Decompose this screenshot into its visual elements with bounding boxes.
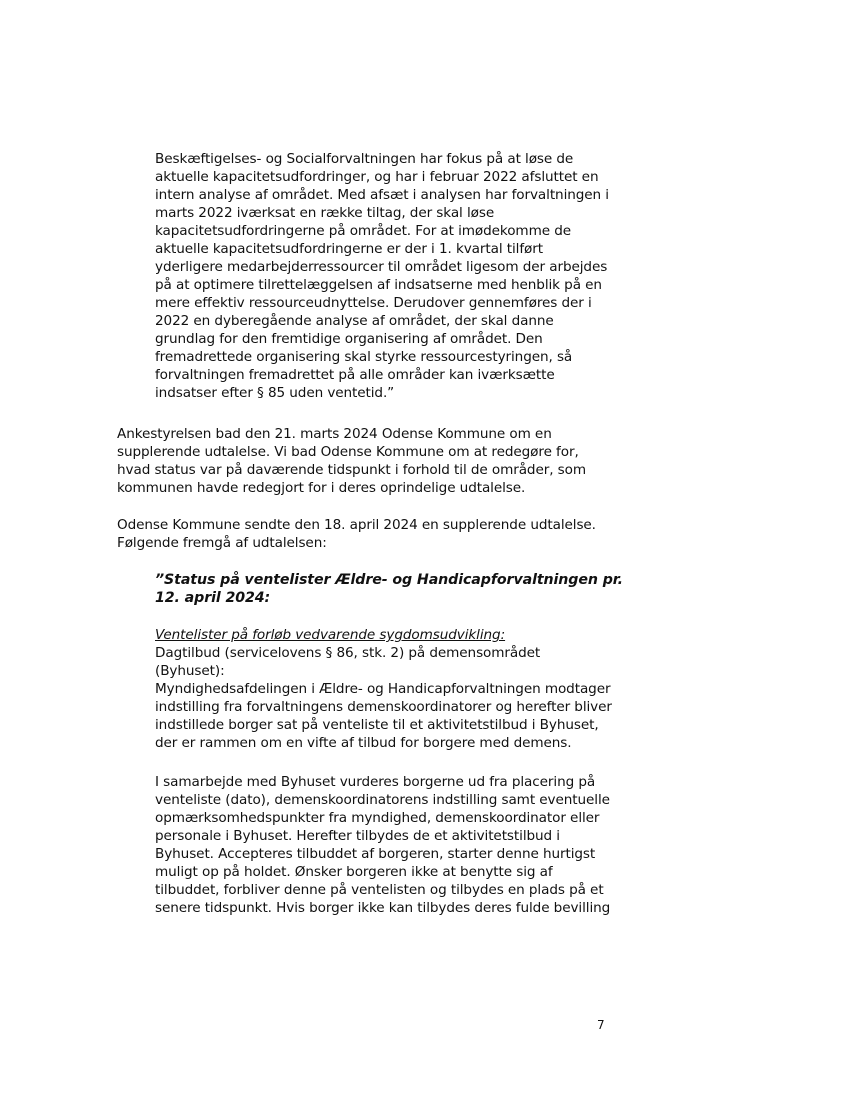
quoted-paragraph-capacity: Beskæftigelses- og Socialforvaltningen har fokus på at løse de aktuelle kapacitetsudfordringer, og har i februar 2022 afsluttet en intern analyse af området. Med afsæt i analysen har forvaltningen i marts 2022 iværksat en række tiltag, der skal løse kapacitetsudfordringerne på området. For at imødekomme de aktuelle kapacitetsudfordringerne er der i 1. kvartal tilført yderligere medarbejderressourcer til området ligesom der arbejdes på at optimere tilrettelæggelsen af indsatserne med henblik på en mere effektiv ressourceudnyttelse. Derudover gennemføres der i 2022 en dyberegående analyse af området, der skal danne grundlag for den fremtidige organisering af området. Den fremadrettede organisering skal styrke ressourcestyringen, så forvaltningen fremadrettet på alle områder kan iværksætte indsatser efter § 85 uden ventetid.” [155,151,609,401]
quoted-section-waitlists [155,626,612,752]
paragraph-supplementary-response: Odense Kommune sendte den 18. april 2024 en supplerende udtalelse. Følgende fremgå af udtalelsen: [117,517,596,551]
quote-heading: ”Status på ventelister Ældre- og Handicapforvaltningen pr. 12. april 2024: [155,572,623,606]
page-number: 7 [597,1018,605,1032]
quoted-paragraph-assessment: I samarbejde med Byhuset vurderes borgerne ud fra placering på venteliste (dato), demenskoordinatorens indstilling samt eventuelle opmærksomhedspunkter fra myndighed, demenskoordinator eller personale i Byhuset. Herefter tilbydes de et aktivitetstilbud i Byhuset. Accepteres tilbuddet af borgeren, starter denne hurtigst muligt op på holdet. Ønsker borgeren ikke at benytte sig af tilbuddet, forbliver denne på ventelisten og tilbydes en plads på et senere tidspunkt. Hvis borger ikke kan tilbydes deres fulde bevilling [155,774,611,916]
quoted-paragraph-daycare: Dagtilbud (servicelovens § 86, stk. 2) på demensområdet (Byhuset): Myndighedsafdelingen i Ældre- og Handicapforvaltningen modtager indstilling fra forvaltningens demenskoordinatorer og herefter bliver indstillede borger sat på venteliste til et aktivitetstilbud i Byhuset, der er rammen om en vifte af tilbud for borgere med demens. [155,645,612,751]
paragraph-supplementary-request: Ankestyrelsen bad den 21. marts 2024 Odense Kommune om en supplerende udtalelse. Vi bad Odense Kommune om at redegøre for, hvad status var på daværende tidspunkt i forhold til de områder, som kommunen havde redegjort for i deres oprindelige udtalelse. [117,426,587,496]
subheading: Ventelister på forløb vedvarende sygdomsudvikling: [155,627,506,643]
